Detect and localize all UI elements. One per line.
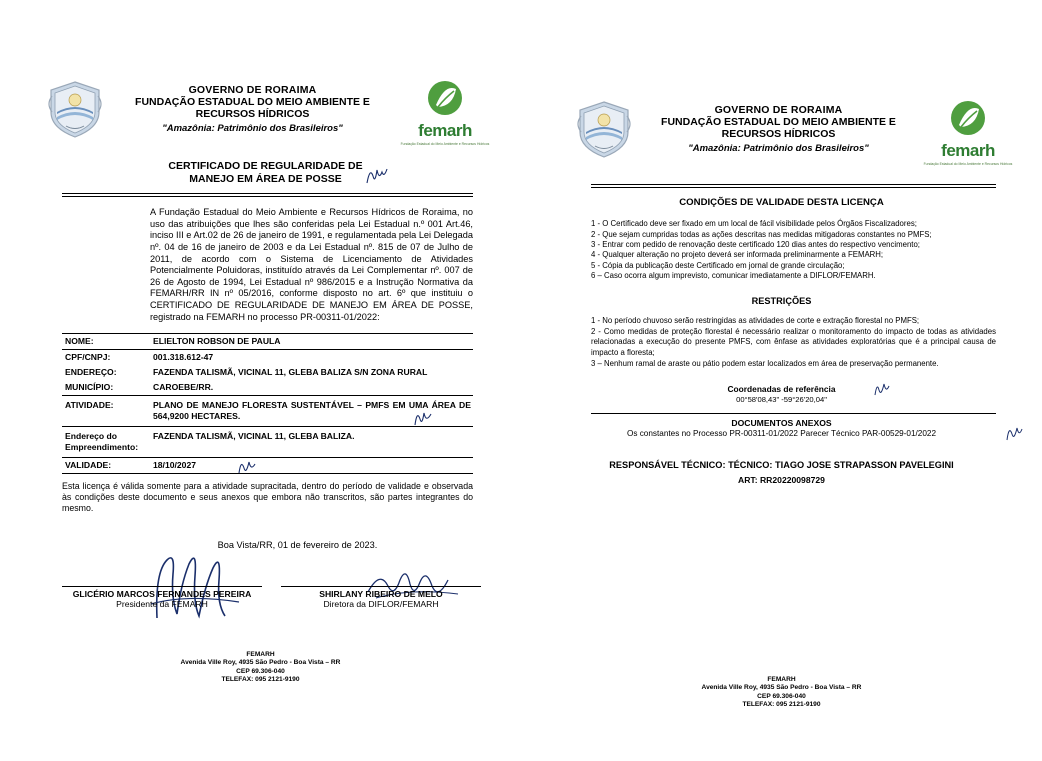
document-header-right	[573, 98, 1014, 166]
femarh-wordmark: femarh	[418, 121, 472, 140]
handwriting-initial-3	[237, 457, 257, 477]
femarh-logo-right	[922, 98, 1014, 166]
field-label-cpf: CPF/CNPJ:	[65, 352, 111, 363]
coordinates-title	[521, 384, 1042, 394]
coat-of-arms-icon	[44, 78, 106, 140]
signature-name-president: GLICÉRIO MARCOS FERNANDES PEREIRA	[72, 589, 252, 600]
certificate-fields-table	[62, 333, 473, 474]
condition-item-1: 1 - O Certificado deve ser fixado em um local de fácil visibilidade pelos Órgãos Fiscalizadores;	[591, 219, 917, 229]
field-row-validade	[62, 458, 473, 474]
footer-org: FEMARH	[246, 651, 275, 658]
field-row-endereco-empreendimento	[62, 427, 473, 458]
footer-cep-right: CEP 69.306-040	[757, 692, 806, 700]
field-row-endereco	[62, 365, 473, 380]
restriction-item-3: 3 – Nenhum ramal de araste ou pátio podem estar localizados em área de preservação permanente.	[591, 359, 939, 369]
condition-item-4: 4 - Qualquer alteração no projeto deverá ser informada preliminarmente a FEMARH;	[591, 250, 884, 260]
condition-item-3: 3 - Entrar com pedido de renovação deste certificado 120 dias antes do respectivo vencimento;	[591, 240, 920, 250]
signature-block-president	[62, 586, 262, 610]
footer-phone: TELEFAX: 095 2121-9190	[221, 676, 300, 684]
gov-name-right: GOVERNO DE RORAIMA	[714, 104, 843, 116]
field-label-endereco-empreendimento: Endereço do Empreendimento:	[65, 431, 139, 453]
footer-cep: CEP 69.306-040	[236, 667, 285, 675]
body-text: A Fundação Estadual do Meio Ambiente e Recursos Hídricos de Roraima, no uso das atribuições que lhes são conferidas pela Lei Estadual n.º 001 Art.46, inciso III e Art.02 de 26 de janeiro de 1991, e regulamentada pela Lei Delegada nº. 04 de 16 de janeiro de 2003 e da Lei Estadual nº. 815 de 07 de Julho de 2011, de acordo com o Sistema de Licenciamento de Atividades Potencialmente Poluidoras, instituído através da Lei Complementar nº. 007 de 26 de Agosto de 1994, Lei Estadual nº 986/2015 e a Instrução Normativa da FEMARH/RR IN nº 05/2016, conforme disposto no art. 6º que instituiu o CERTIFICADO DE REGULARIDADE DE MANEJO EM ÁREA DE POSSE, registrado na FEMARH no processo PR-00311-01/2022:	[150, 207, 473, 322]
motto-right: "Amazônia: Patrimônio dos Brasileiros"	[688, 143, 869, 154]
conditions-list	[591, 219, 996, 281]
field-value-endereco: FAZENDA TALISMÃ, VICINAL 11, GLEBA BALIZA S/N ZONA RURAL	[153, 367, 428, 378]
footer-right	[521, 676, 1042, 710]
field-value-atividade-text: PLANO DE MANEJO FLORESTA SUSTENTÁVEL – PMFS EM UMA ÁREA DE 564,9200 HECTARES.	[153, 400, 471, 422]
certificate-title-row	[62, 160, 483, 186]
field-row-nome	[62, 334, 473, 350]
signature-line-director	[281, 586, 481, 587]
attached-docs-line	[521, 429, 1042, 438]
femarh-wordmark-right: femarh	[941, 141, 995, 160]
restriction-item-2: 2 - Como medidas de proteção florestal é necessário realizar o monitoramento do impacto de todas as atividades relacionadas a execução do presente PMFS, com ênfase as atividades exploratórias que é a principal causa de impacto a floresta;	[591, 327, 996, 357]
handwritten-signature-president	[147, 544, 257, 624]
restrictions-list	[591, 316, 996, 370]
condition-item-5: 5 - Cópia da publicação deste Certificado em jornal de grande circulação;	[591, 260, 845, 270]
certificate-title-line1: CERTIFICADO DE REGULARIDADE DE	[168, 160, 363, 173]
divider-right-top-2	[591, 187, 996, 188]
leaf-icon	[425, 80, 465, 120]
certificate-page-right	[521, 0, 1042, 761]
validity-note	[62, 481, 473, 514]
field-row-atividade	[62, 396, 473, 427]
city-date: Boa Vista/RR, 01 de fevereiro de 2023.	[217, 540, 378, 551]
signature-name-director	[281, 589, 481, 599]
header-text-right	[635, 98, 922, 154]
signature-line-president	[62, 586, 262, 587]
coordinates-title-text: Coordenadas de referência	[727, 383, 836, 394]
attached-docs-text: Os constantes no Processo PR-00311-01/2022 Parecer Técnico PAR-00529-01/2022	[626, 428, 937, 438]
footer-address: Avenida Ville Roy, 4935 São Pedro - Boa Vista – RR	[180, 659, 341, 667]
field-value-cpf: 001.318.612-47	[153, 352, 214, 363]
signature-name-director-text: SHIRLANY RIBEIRO DE MELO	[319, 589, 443, 600]
foundation-name-right-line2: RECURSOS HÍDRICOS	[721, 128, 836, 140]
condition-item-2: 2 - Que sejam cumpridas todas as ações descritas nas medidas mitigadoras constantes no PMFS;	[591, 229, 932, 239]
leaf-icon-right	[948, 100, 988, 140]
signature-area	[62, 586, 481, 610]
certificate-title-line2: MANEJO EM ÁREA DE POSSE	[189, 173, 342, 186]
foundation-name-line1: FUNDAÇÃO ESTADUAL DO MEIO AMBIENTE E	[135, 96, 370, 108]
field-value-municipio: CAROEBE/RR.	[153, 382, 214, 393]
field-label-municipio: MUNICÍPIO:	[65, 382, 114, 393]
divider-top	[62, 193, 473, 194]
divider-right-top	[591, 184, 996, 185]
technical-responsible: RESPONSÁVEL TÉCNICO: TÉCNICO: TIAGO JOSE STRAPASSON PAVELEGINI	[609, 459, 954, 470]
condition-item-6: 6 – Caso ocorra algum imprevisto, comunicar imediatamente a DIFLOR/FEMARH.	[591, 271, 876, 281]
field-row-cpf	[62, 350, 473, 365]
foundation-name-line2: RECURSOS HÍDRICOS	[195, 108, 310, 120]
field-label-nome: NOME:	[65, 336, 94, 347]
field-value-validade	[151, 459, 473, 472]
femarh-logo-subtitle-right: Fundação Estadual do Meio Ambiente e Recursos Hídricos	[923, 161, 1013, 167]
foundation-name-right-line1: FUNDAÇÃO ESTADUAL DO MEIO AMBIENTE E	[661, 116, 896, 128]
motto: "Amazônia: Patrimônio dos Brasileiros"	[162, 123, 343, 134]
validity-note-text: Esta licença é válida somente para a atividade supracitada, dentro do período de validade e observada às condições deste documento e seus anexos que embora não transcritos, são partes integrantes do mesmo.	[62, 481, 473, 514]
handwriting-initial-1	[365, 164, 389, 186]
footer-left	[0, 651, 521, 685]
field-value-nome: ELIELTON ROBSON DE PAULA	[153, 336, 281, 347]
field-value-validade-text: 18/10/2027	[153, 460, 197, 471]
field-label-endereco: ENDEREÇO:	[65, 367, 117, 378]
attached-docs-title: DOCUMENTOS ANEXOS	[731, 417, 832, 428]
field-row-municipio	[62, 380, 473, 396]
conditions-title: CONDIÇÕES DE VALIDADE DESTA LICENÇA	[679, 197, 884, 209]
signature-role-director: Diretora da DIFLOR/FEMARH	[323, 599, 439, 610]
footer-address-right: Avenida Ville Roy, 4935 São Pedro - Boa Vista – RR	[701, 684, 862, 692]
footer-org-right: FEMARH	[767, 676, 796, 683]
femarh-logo-subtitle: Fundação Estadual do Meio Ambiente e Recursos Hídricos	[400, 141, 490, 147]
field-label-validade: VALIDADE:	[65, 460, 112, 471]
field-value-endereco-empreendimento: FAZENDA TALISMÃ, VICINAL 11, GLEBA BALIZA.	[153, 431, 355, 442]
coordinates-value: 00°58'08,43" -59°26'20,04"	[736, 394, 827, 404]
restriction-item-1: 1 - No período chuvoso serão restringidas as atividades de corte e extração florestal no PMFS;	[591, 315, 920, 325]
certificate-title	[168, 160, 362, 186]
divider-top-2	[62, 196, 473, 197]
divider-right-docs	[591, 413, 996, 414]
restrictions-title: RESTRIÇÕES	[751, 295, 812, 306]
femarh-logo	[399, 78, 491, 146]
gov-name: GOVERNO DE RORAIMA	[188, 84, 317, 96]
certificate-body-paragraph	[150, 207, 473, 323]
footer-phone-right: TELEFAX: 095 2121-9190	[742, 701, 821, 709]
signature-block-director	[281, 586, 481, 610]
header-text-left	[106, 78, 399, 134]
coat-of-arms-icon-right	[573, 98, 635, 160]
field-label-atividade: ATIVIDADE:	[65, 400, 114, 411]
document-header-left	[44, 78, 491, 146]
field-value-atividade	[151, 399, 473, 423]
art-number: ART: RR20220098729	[738, 474, 825, 485]
handwriting-initial-2	[413, 408, 433, 428]
signature-role-president: Presidente da FEMARH	[116, 599, 208, 610]
